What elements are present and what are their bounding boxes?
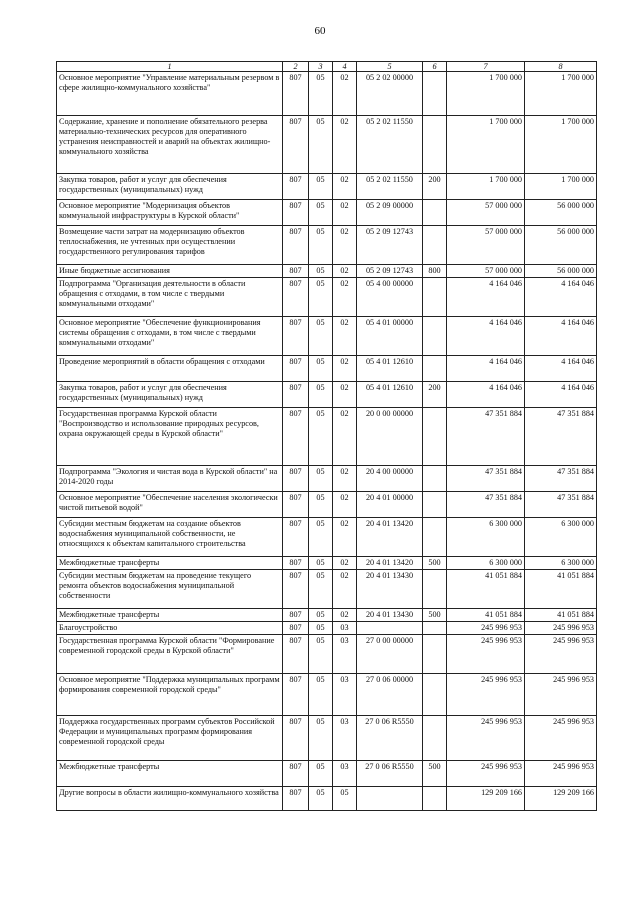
- cell-ved: 807: [283, 72, 309, 116]
- cell-name: Основное мероприятие "Обеспечение населения экологически чистой питьевой водой": [57, 492, 283, 518]
- budget-table: [56, 61, 597, 811]
- cell-ved: 807: [283, 518, 309, 557]
- table-row: [57, 492, 597, 518]
- cell-pr: 02: [333, 518, 357, 557]
- cell-amount-2: 1 700 000: [525, 174, 597, 200]
- cell-amount-2: 56 000 000: [525, 265, 597, 278]
- cell-name: Поддержка государственных программ субъектов Российской Федерации и муниципальных программ формирования современной городской среды: [57, 716, 283, 761]
- cell-csr: 05 2 09 12743: [357, 226, 423, 265]
- header-col-4: 4: [333, 62, 357, 72]
- page-number: 60: [314, 25, 326, 37]
- cell-pr: 02: [333, 174, 357, 200]
- cell-rz: 05: [309, 492, 333, 518]
- cell-pr: 02: [333, 200, 357, 226]
- cell-rz: 05: [309, 674, 333, 716]
- cell-vr: 500: [423, 761, 447, 787]
- cell-name: Государственная программа Курской области "Воспроизводство и использование природных ресурсов, охрана окружающей среды в Курской области": [57, 408, 283, 466]
- table-row: [57, 226, 597, 265]
- table-row: [57, 72, 597, 116]
- cell-ved: 807: [283, 265, 309, 278]
- cell-name: Другие вопросы в области жилищно-коммунального хозяйства: [57, 787, 283, 811]
- cell-name: Субсидии местным бюджетам на создание объектов водоснабжения муниципальной собственности, не относящихся к объектам капитального строительства: [57, 518, 283, 557]
- cell-csr: 05 2 09 00000: [357, 200, 423, 226]
- cell-name: Основное мероприятие "Модернизация объектов коммунальной инфраструктуры в Курской области": [57, 200, 283, 226]
- cell-pr: 02: [333, 226, 357, 265]
- cell-csr: 27 0 00 00000: [357, 635, 423, 674]
- cell-name: Основное мероприятие "Управление материальным резервом в сфере жилищно-коммунального хозяйства": [57, 72, 283, 116]
- cell-name: Содержание, хранение и пополнение обязательного резерва материально-технических ресурсов для оперативного устранения неисправностей и аварий на объектах жилищно-коммунального хозяйства: [57, 116, 283, 174]
- cell-rz: 05: [309, 609, 333, 622]
- table-row: [57, 265, 597, 278]
- table-row: [57, 518, 597, 557]
- cell-rz: 05: [309, 200, 333, 226]
- cell-csr: 27 0 06 00000: [357, 674, 423, 716]
- header-col-8: 8: [525, 62, 597, 72]
- cell-amount-2: 4 164 046: [525, 317, 597, 356]
- cell-vr: 200: [423, 382, 447, 408]
- cell-ved: 807: [283, 466, 309, 492]
- cell-ved: 807: [283, 278, 309, 317]
- cell-amount-2: 4 164 046: [525, 382, 597, 408]
- header-col-5: 5: [357, 62, 423, 72]
- cell-name: Благоустройство: [57, 622, 283, 635]
- cell-amount-2: 41 051 884: [525, 609, 597, 622]
- cell-vr: [423, 200, 447, 226]
- cell-vr: [423, 787, 447, 811]
- cell-csr: 20 4 01 13420: [357, 518, 423, 557]
- cell-rz: 05: [309, 356, 333, 382]
- header-row: [57, 62, 597, 72]
- cell-amount-2: 245 996 953: [525, 716, 597, 761]
- cell-rz: 05: [309, 557, 333, 570]
- cell-csr: 27 0 06 R5550: [357, 716, 423, 761]
- table-row: [57, 761, 597, 787]
- header-col-1: 1: [57, 62, 283, 72]
- cell-csr: [357, 622, 423, 635]
- cell-pr: 02: [333, 570, 357, 609]
- cell-amount-1: 4 164 046: [447, 317, 525, 356]
- cell-ved: 807: [283, 570, 309, 609]
- table-row: [57, 570, 597, 609]
- cell-rz: 05: [309, 408, 333, 466]
- cell-rz: 05: [309, 622, 333, 635]
- cell-amount-1: 245 996 953: [447, 635, 525, 674]
- cell-name: Иные бюджетные ассигнования: [57, 265, 283, 278]
- cell-rz: 05: [309, 72, 333, 116]
- cell-csr: 05 4 01 12610: [357, 356, 423, 382]
- cell-name: Основное мероприятие "Обеспечение функционирования системы обращения с отходами, в том числе с твердыми коммунальными отходами": [57, 317, 283, 356]
- cell-ved: 807: [283, 557, 309, 570]
- cell-pr: 02: [333, 265, 357, 278]
- cell-ved: 807: [283, 674, 309, 716]
- cell-csr: [357, 787, 423, 811]
- table-row: [57, 674, 597, 716]
- cell-ved: 807: [283, 716, 309, 761]
- cell-pr: 03: [333, 622, 357, 635]
- table-row: [57, 609, 597, 622]
- cell-amount-2: 56 000 000: [525, 200, 597, 226]
- table-row: [57, 356, 597, 382]
- table-row: [57, 382, 597, 408]
- cell-ved: 807: [283, 226, 309, 265]
- cell-amount-1: 47 351 884: [447, 408, 525, 466]
- cell-vr: [423, 622, 447, 635]
- cell-name: Основное мероприятие "Поддержка муниципальных программ формирования современной городской среды": [57, 674, 283, 716]
- cell-vr: [423, 408, 447, 466]
- cell-rz: 05: [309, 466, 333, 492]
- cell-pr: 02: [333, 278, 357, 317]
- cell-amount-1: 57 000 000: [447, 200, 525, 226]
- cell-name: Подпрограмма "Организация деятельности в области обращения с отходами, в том числе с твердыми коммунальными отходами": [57, 278, 283, 317]
- cell-amount-2: 47 351 884: [525, 466, 597, 492]
- cell-amount-2: 4 164 046: [525, 356, 597, 382]
- cell-ved: 807: [283, 356, 309, 382]
- cell-pr: 02: [333, 466, 357, 492]
- cell-rz: 05: [309, 716, 333, 761]
- cell-pr: 03: [333, 635, 357, 674]
- cell-name: Межбюджетные трансферты: [57, 609, 283, 622]
- cell-name: Проведение мероприятий в области обращения с отходами: [57, 356, 283, 382]
- cell-amount-2: 129 209 166: [525, 787, 597, 811]
- cell-vr: [423, 317, 447, 356]
- cell-vr: [423, 278, 447, 317]
- table-row: [57, 317, 597, 356]
- cell-name: Закупка товаров, работ и услуг для обеспечения государственных (муниципальных) нужд: [57, 382, 283, 408]
- cell-amount-1: 4 164 046: [447, 356, 525, 382]
- cell-amount-1: 1 700 000: [447, 174, 525, 200]
- cell-vr: [423, 570, 447, 609]
- cell-amount-1: 4 164 046: [447, 382, 525, 408]
- cell-csr: 20 4 00 00000: [357, 466, 423, 492]
- cell-ved: 807: [283, 174, 309, 200]
- cell-csr: 20 4 01 00000: [357, 492, 423, 518]
- cell-vr: 800: [423, 265, 447, 278]
- table-row: [57, 622, 597, 635]
- header-col-2: 2: [283, 62, 309, 72]
- cell-amount-2: 245 996 953: [525, 674, 597, 716]
- cell-ved: 807: [283, 761, 309, 787]
- table-row: [57, 116, 597, 174]
- cell-amount-1: 41 051 884: [447, 609, 525, 622]
- header-col-6: 6: [423, 62, 447, 72]
- cell-ved: 807: [283, 116, 309, 174]
- cell-pr: 02: [333, 317, 357, 356]
- cell-csr: 05 2 09 12743: [357, 265, 423, 278]
- cell-name: Возмещение части затрат на модернизацию объектов теплоснабжения, не учтенных при осуществлении государственного регулирования тарифов: [57, 226, 283, 265]
- cell-csr: 05 2 02 00000: [357, 72, 423, 116]
- cell-ved: 807: [283, 382, 309, 408]
- cell-pr: 02: [333, 609, 357, 622]
- table-row: [57, 557, 597, 570]
- cell-pr: 05: [333, 787, 357, 811]
- cell-name: Межбюджетные трансферты: [57, 761, 283, 787]
- cell-vr: [423, 466, 447, 492]
- header-col-7: 7: [447, 62, 525, 72]
- table-row: [57, 716, 597, 761]
- cell-pr: 02: [333, 356, 357, 382]
- cell-amount-1: 47 351 884: [447, 466, 525, 492]
- cell-amount-1: 129 209 166: [447, 787, 525, 811]
- cell-rz: 05: [309, 116, 333, 174]
- cell-csr: 05 4 00 00000: [357, 278, 423, 317]
- table-row: [57, 466, 597, 492]
- cell-csr: 05 2 02 11550: [357, 174, 423, 200]
- cell-vr: [423, 226, 447, 265]
- cell-rz: 05: [309, 570, 333, 609]
- table-row: [57, 408, 597, 466]
- cell-amount-1: 245 996 953: [447, 761, 525, 787]
- cell-amount-1: 41 051 884: [447, 570, 525, 609]
- cell-amount-1: 6 300 000: [447, 518, 525, 557]
- cell-rz: 05: [309, 635, 333, 674]
- cell-csr: 27 0 06 R5550: [357, 761, 423, 787]
- table-row: [57, 174, 597, 200]
- cell-csr: 20 0 00 00000: [357, 408, 423, 466]
- cell-csr: 05 4 01 00000: [357, 317, 423, 356]
- cell-ved: 807: [283, 408, 309, 466]
- cell-vr: 200: [423, 174, 447, 200]
- cell-rz: 05: [309, 761, 333, 787]
- cell-rz: 05: [309, 317, 333, 356]
- table-row: [57, 278, 597, 317]
- cell-vr: 500: [423, 609, 447, 622]
- cell-ved: 807: [283, 622, 309, 635]
- cell-rz: 05: [309, 382, 333, 408]
- cell-amount-2: 47 351 884: [525, 492, 597, 518]
- header-col-3: 3: [309, 62, 333, 72]
- cell-csr: 20 4 01 13430: [357, 570, 423, 609]
- cell-pr: 02: [333, 72, 357, 116]
- cell-amount-2: 6 300 000: [525, 557, 597, 570]
- cell-amount-2: 245 996 953: [525, 622, 597, 635]
- cell-amount-1: 245 996 953: [447, 716, 525, 761]
- cell-vr: [423, 116, 447, 174]
- cell-amount-1: 57 000 000: [447, 265, 525, 278]
- cell-ved: 807: [283, 492, 309, 518]
- cell-pr: 03: [333, 716, 357, 761]
- cell-vr: [423, 716, 447, 761]
- cell-rz: 05: [309, 174, 333, 200]
- cell-name: Закупка товаров, работ и услуг для обеспечения государственных (муниципальных) нужд: [57, 174, 283, 200]
- cell-amount-2: 1 700 000: [525, 72, 597, 116]
- cell-ved: 807: [283, 635, 309, 674]
- cell-pr: 02: [333, 382, 357, 408]
- table-row: [57, 787, 597, 811]
- cell-rz: 05: [309, 265, 333, 278]
- cell-amount-2: 41 051 884: [525, 570, 597, 609]
- cell-ved: 807: [283, 609, 309, 622]
- cell-vr: [423, 635, 447, 674]
- cell-pr: 02: [333, 557, 357, 570]
- cell-ved: 807: [283, 787, 309, 811]
- cell-amount-1: 47 351 884: [447, 492, 525, 518]
- budget-table-body: [57, 72, 597, 811]
- cell-name: Подпрограмма "Экология и чистая вода в Курской области" на 2014-2020 годы: [57, 466, 283, 492]
- cell-vr: [423, 356, 447, 382]
- cell-amount-2: 245 996 953: [525, 761, 597, 787]
- cell-rz: 05: [309, 787, 333, 811]
- cell-amount-1: 245 996 953: [447, 674, 525, 716]
- cell-pr: 02: [333, 116, 357, 174]
- cell-csr: 20 4 01 13430: [357, 609, 423, 622]
- cell-amount-2: 47 351 884: [525, 408, 597, 466]
- cell-amount-2: 56 000 000: [525, 226, 597, 265]
- cell-vr: 500: [423, 557, 447, 570]
- cell-vr: [423, 72, 447, 116]
- cell-amount-1: 1 700 000: [447, 116, 525, 174]
- cell-pr: 02: [333, 492, 357, 518]
- cell-amount-1: 1 700 000: [447, 72, 525, 116]
- cell-csr: 20 4 01 13420: [357, 557, 423, 570]
- cell-rz: 05: [309, 278, 333, 317]
- cell-rz: 05: [309, 226, 333, 265]
- cell-amount-1: 245 996 953: [447, 622, 525, 635]
- cell-vr: [423, 492, 447, 518]
- cell-vr: [423, 518, 447, 557]
- cell-amount-2: 245 996 953: [525, 635, 597, 674]
- cell-vr: [423, 674, 447, 716]
- cell-csr: 05 2 02 11550: [357, 116, 423, 174]
- cell-name: Субсидии местным бюджетам на проведение текущего ремонта объектов водоснабжения муниципальной собственности: [57, 570, 283, 609]
- cell-amount-2: 4 164 046: [525, 278, 597, 317]
- cell-amount-1: 4 164 046: [447, 278, 525, 317]
- cell-pr: 03: [333, 674, 357, 716]
- cell-name: Государственная программа Курской области "Формирование современной городской среды в Курской области": [57, 635, 283, 674]
- cell-amount-2: 6 300 000: [525, 518, 597, 557]
- cell-name: Межбюджетные трансферты: [57, 557, 283, 570]
- table-row: [57, 635, 597, 674]
- cell-csr: 05 4 01 12610: [357, 382, 423, 408]
- cell-amount-1: 57 000 000: [447, 226, 525, 265]
- cell-amount-2: 1 700 000: [525, 116, 597, 174]
- table-row: [57, 200, 597, 226]
- cell-ved: 807: [283, 317, 309, 356]
- cell-rz: 05: [309, 518, 333, 557]
- cell-amount-1: 6 300 000: [447, 557, 525, 570]
- cell-ved: 807: [283, 200, 309, 226]
- cell-pr: 02: [333, 408, 357, 466]
- cell-pr: 03: [333, 761, 357, 787]
